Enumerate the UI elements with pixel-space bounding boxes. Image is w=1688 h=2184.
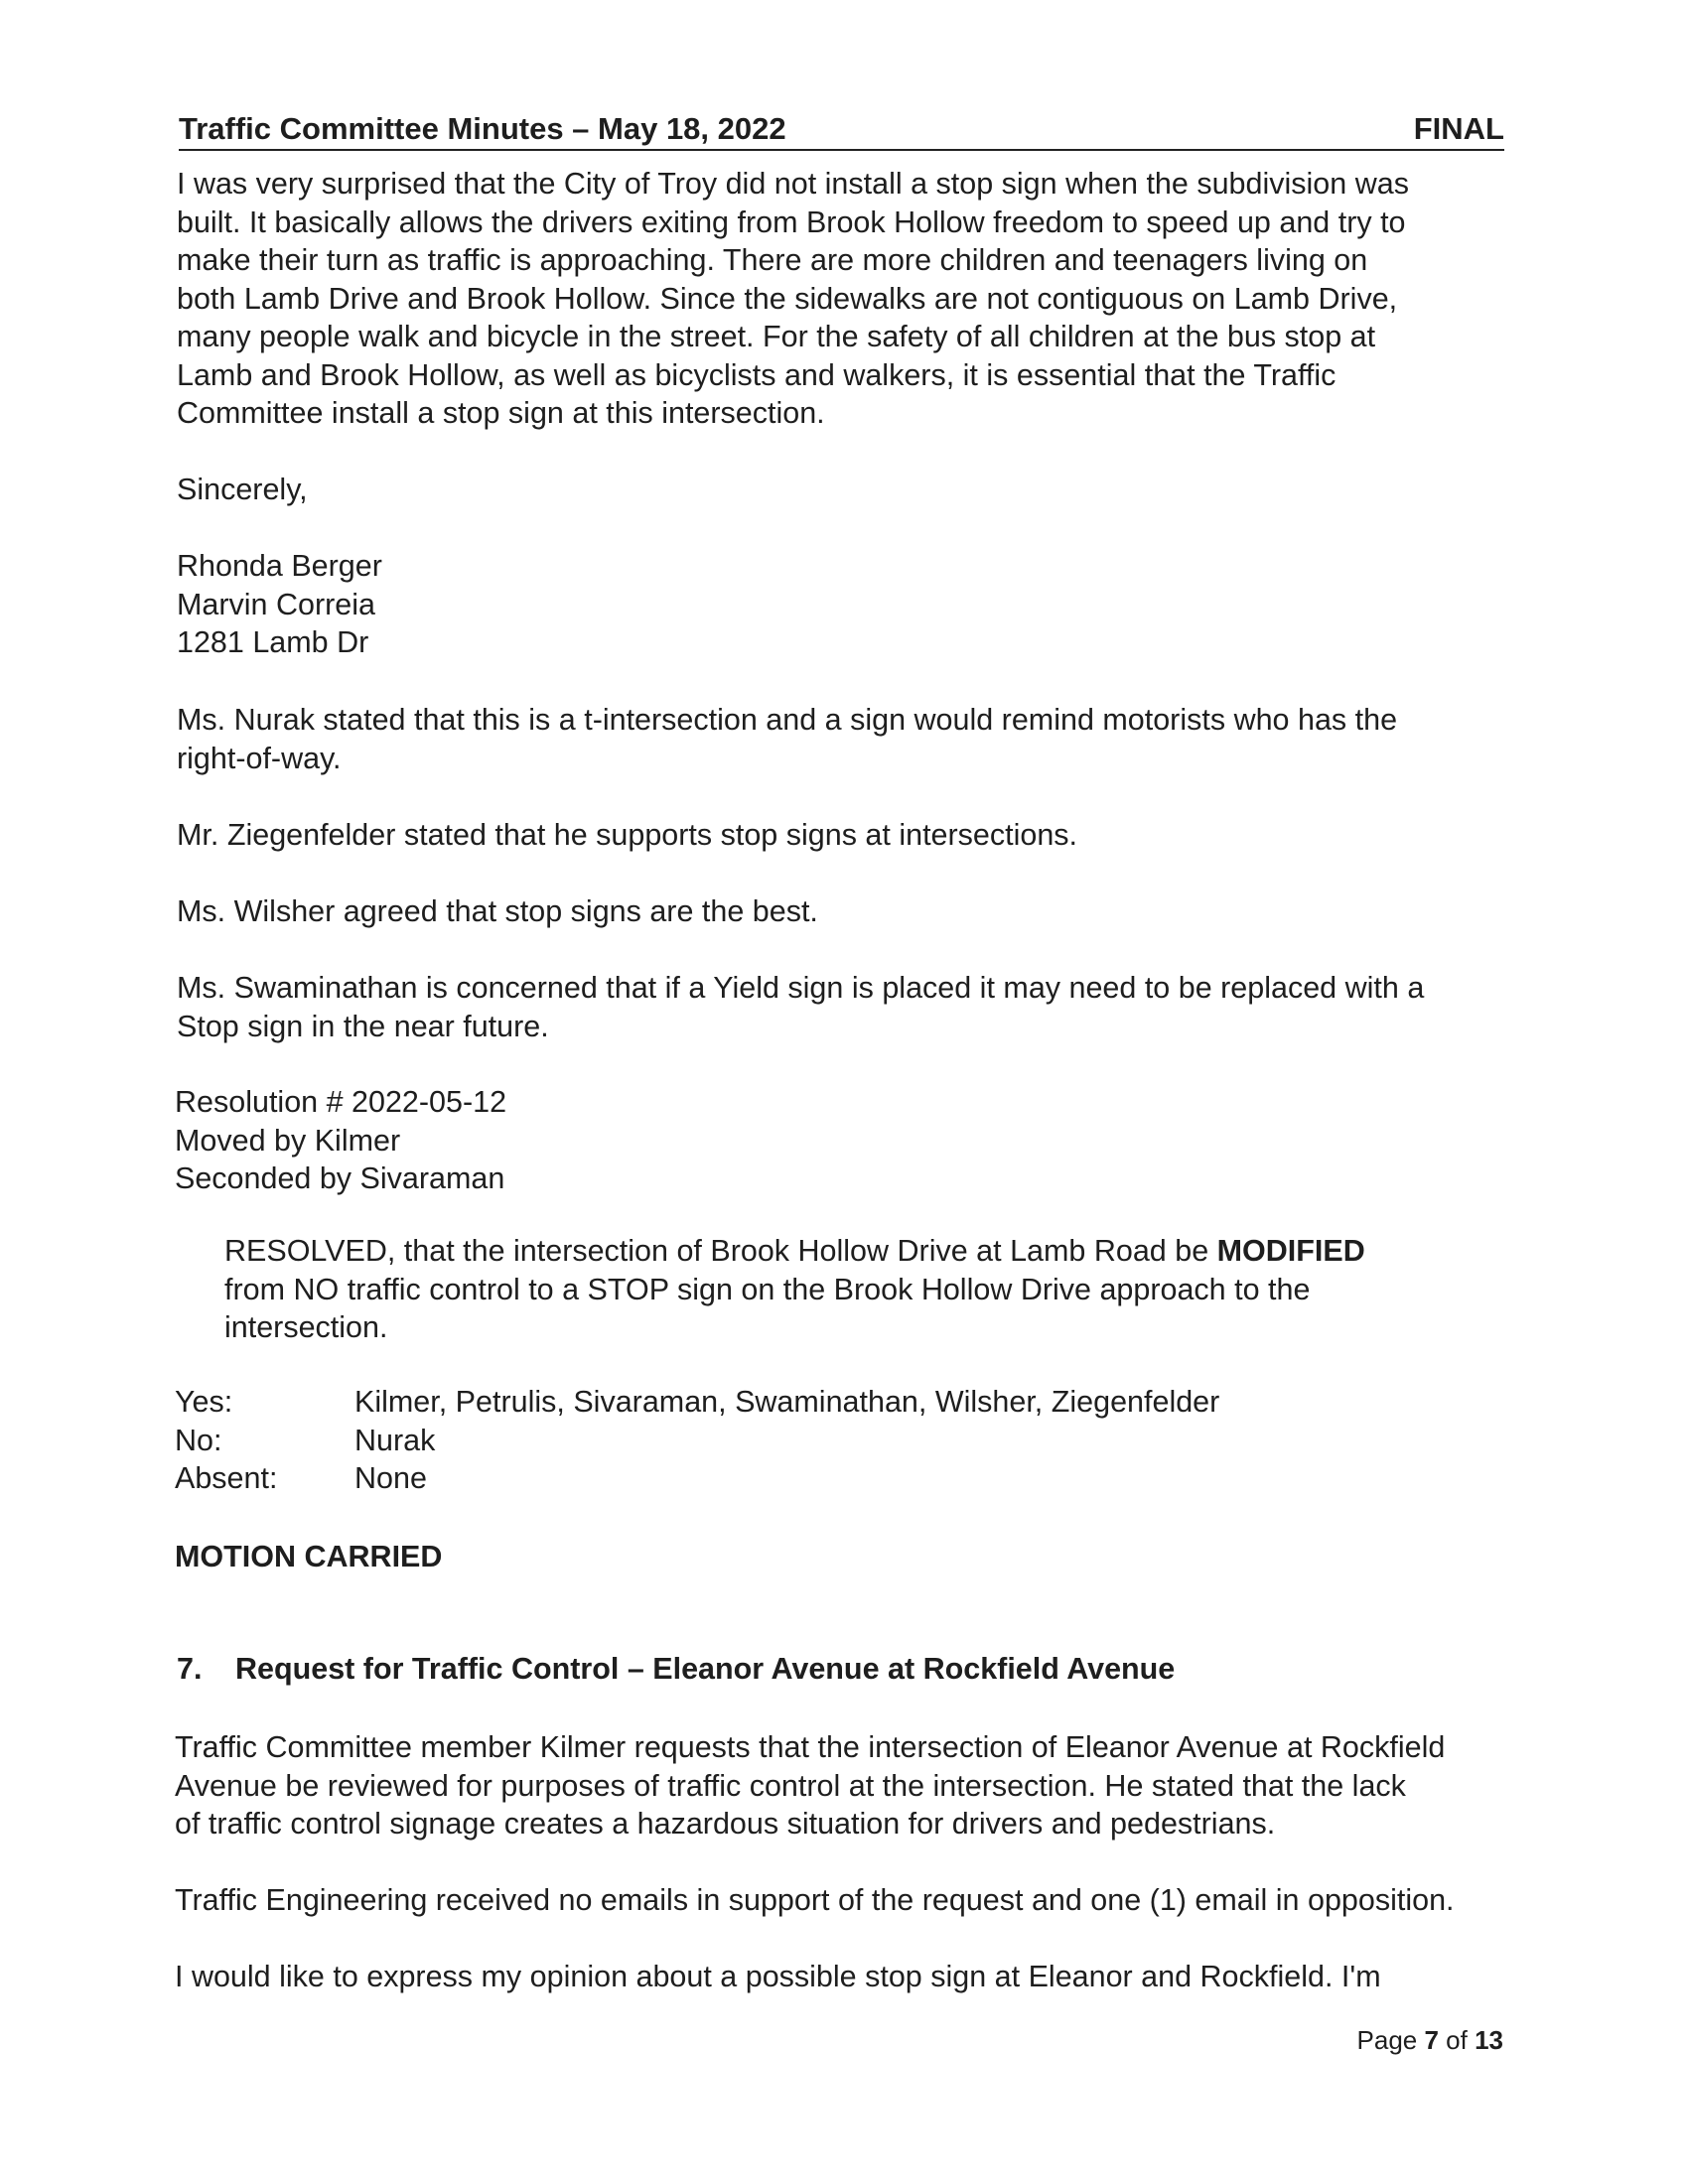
vote-row-yes — [175, 1383, 1219, 1422]
signature-line: Rhonda Berger — [177, 549, 382, 583]
letter-closing: Sincerely, — [177, 473, 308, 506]
section-heading — [177, 1652, 1175, 1687]
section-intro — [175, 1728, 1505, 1843]
document-status: FINAL — [1413, 111, 1504, 146]
resolution-text-start: RESOLVED, that the intersection of Brook Hollow Drive at Lamb Road be — [224, 1234, 1217, 1268]
text-line: Traffic Committee member Kilmer requests that the intersection of Eleanor Avenue at Rockfield — [175, 1730, 1446, 1764]
vote-label: Absent: — [175, 1461, 278, 1495]
vote-label: Yes: — [175, 1385, 233, 1419]
letter-start: I would like to express my opinion about a possible stop sign at Eleanor and Rockfield. I'm — [175, 1960, 1381, 1993]
motion-result: MOTION CARRIED — [175, 1540, 443, 1573]
nurak-statement — [177, 701, 1507, 777]
wilsher-statement: Ms. Wilsher agreed that stop signs are the best. — [177, 894, 818, 928]
ziegenfelder-statement: Mr. Ziegenfelder stated that he supports stop signs at intersections. — [177, 818, 1078, 852]
letter-signature — [177, 547, 1507, 662]
text-line: both Lamb Drive and Brook Hollow. Since the sidewalks are not contiguous on Lamb Drive, — [177, 281, 1398, 316]
vote-label: No: — [175, 1423, 222, 1457]
page-prefix: Page — [1356, 2025, 1425, 2055]
vote-table — [175, 1383, 1219, 1498]
resolution-seconded: Seconded by Sivaraman — [175, 1161, 505, 1195]
page-current: 7 — [1424, 2025, 1439, 2055]
resolution-text — [224, 1232, 1555, 1347]
vote-names: None — [354, 1461, 427, 1495]
section-number: 7. — [177, 1652, 203, 1686]
text-line: of traffic control signage creates a hazardous situation for drivers and pedestrians. — [175, 1807, 1276, 1841]
text-line: Stop sign in the near future. — [177, 1009, 549, 1043]
text-line: I was very surprised that the City of Troy did not install a stop sign when the subdivision was — [177, 167, 1409, 201]
text-line: Avenue be reviewed for purposes of traffic control at the intersection. He stated that the lack — [175, 1768, 1406, 1803]
vote-names: Kilmer, Petrulis, Sivaraman, Swaminathan, Wilsher, Ziegenfelder — [354, 1385, 1220, 1419]
text-line: Committee install a stop sign at this intersection. — [177, 396, 825, 430]
text-line — [224, 1232, 1555, 1271]
section-title: Request for Traffic Control – Eleanor Avenue at Rockfield Avenue — [235, 1652, 1176, 1686]
text-line: from NO traffic control to a STOP sign on the Brook Hollow Drive approach to the — [224, 1272, 1311, 1306]
text-line: Ms. Nurak stated that this is a t-intersection and a sign would remind motorists who has the — [177, 703, 1398, 737]
document-title: Traffic Committee Minutes – May 18, 2022 — [179, 111, 786, 146]
resolution-moved: Moved by Kilmer — [175, 1123, 401, 1158]
vote-row-absent — [175, 1459, 1219, 1498]
page-header — [179, 109, 1504, 151]
vote-names: Nurak — [354, 1423, 436, 1457]
text-line: make their turn as traffic is approaching. There are more children and teenagers living on — [177, 243, 1368, 277]
resolution-header — [175, 1083, 1505, 1198]
page-number — [1357, 2025, 1503, 2056]
resolution-number: Resolution # 2022-05-12 — [175, 1085, 507, 1119]
signature-line: 1281 Lamb Dr — [177, 625, 369, 659]
text-line: built. It basically allows the drivers exiting from Brook Hollow freedom to speed up and try to — [177, 205, 1406, 239]
page-total: 13 — [1475, 2025, 1503, 2055]
page-of: of — [1438, 2025, 1476, 2055]
text-line: intersection. — [224, 1310, 388, 1344]
resolution-modified: MODIFIED — [1216, 1234, 1365, 1268]
text-line: many people walk and bicycle in the street. For the safety of all children at the bus stop at — [177, 320, 1376, 353]
text-line: Lamb and Brook Hollow, as well as bicyclists and walkers, it is essential that the Traffic — [177, 357, 1336, 392]
swaminathan-statement — [177, 969, 1507, 1045]
letter-body — [177, 165, 1507, 433]
vote-row-no — [175, 1422, 1219, 1460]
text-line: right-of-way. — [177, 741, 342, 775]
email-summary: Traffic Engineering received no emails in support of the request and one (1) email in opposition. — [175, 1883, 1455, 1917]
text-line: Ms. Swaminathan is concerned that if a Yield sign is placed it may need to be replaced with a — [177, 971, 1425, 1005]
signature-line: Marvin Correia — [177, 587, 375, 621]
